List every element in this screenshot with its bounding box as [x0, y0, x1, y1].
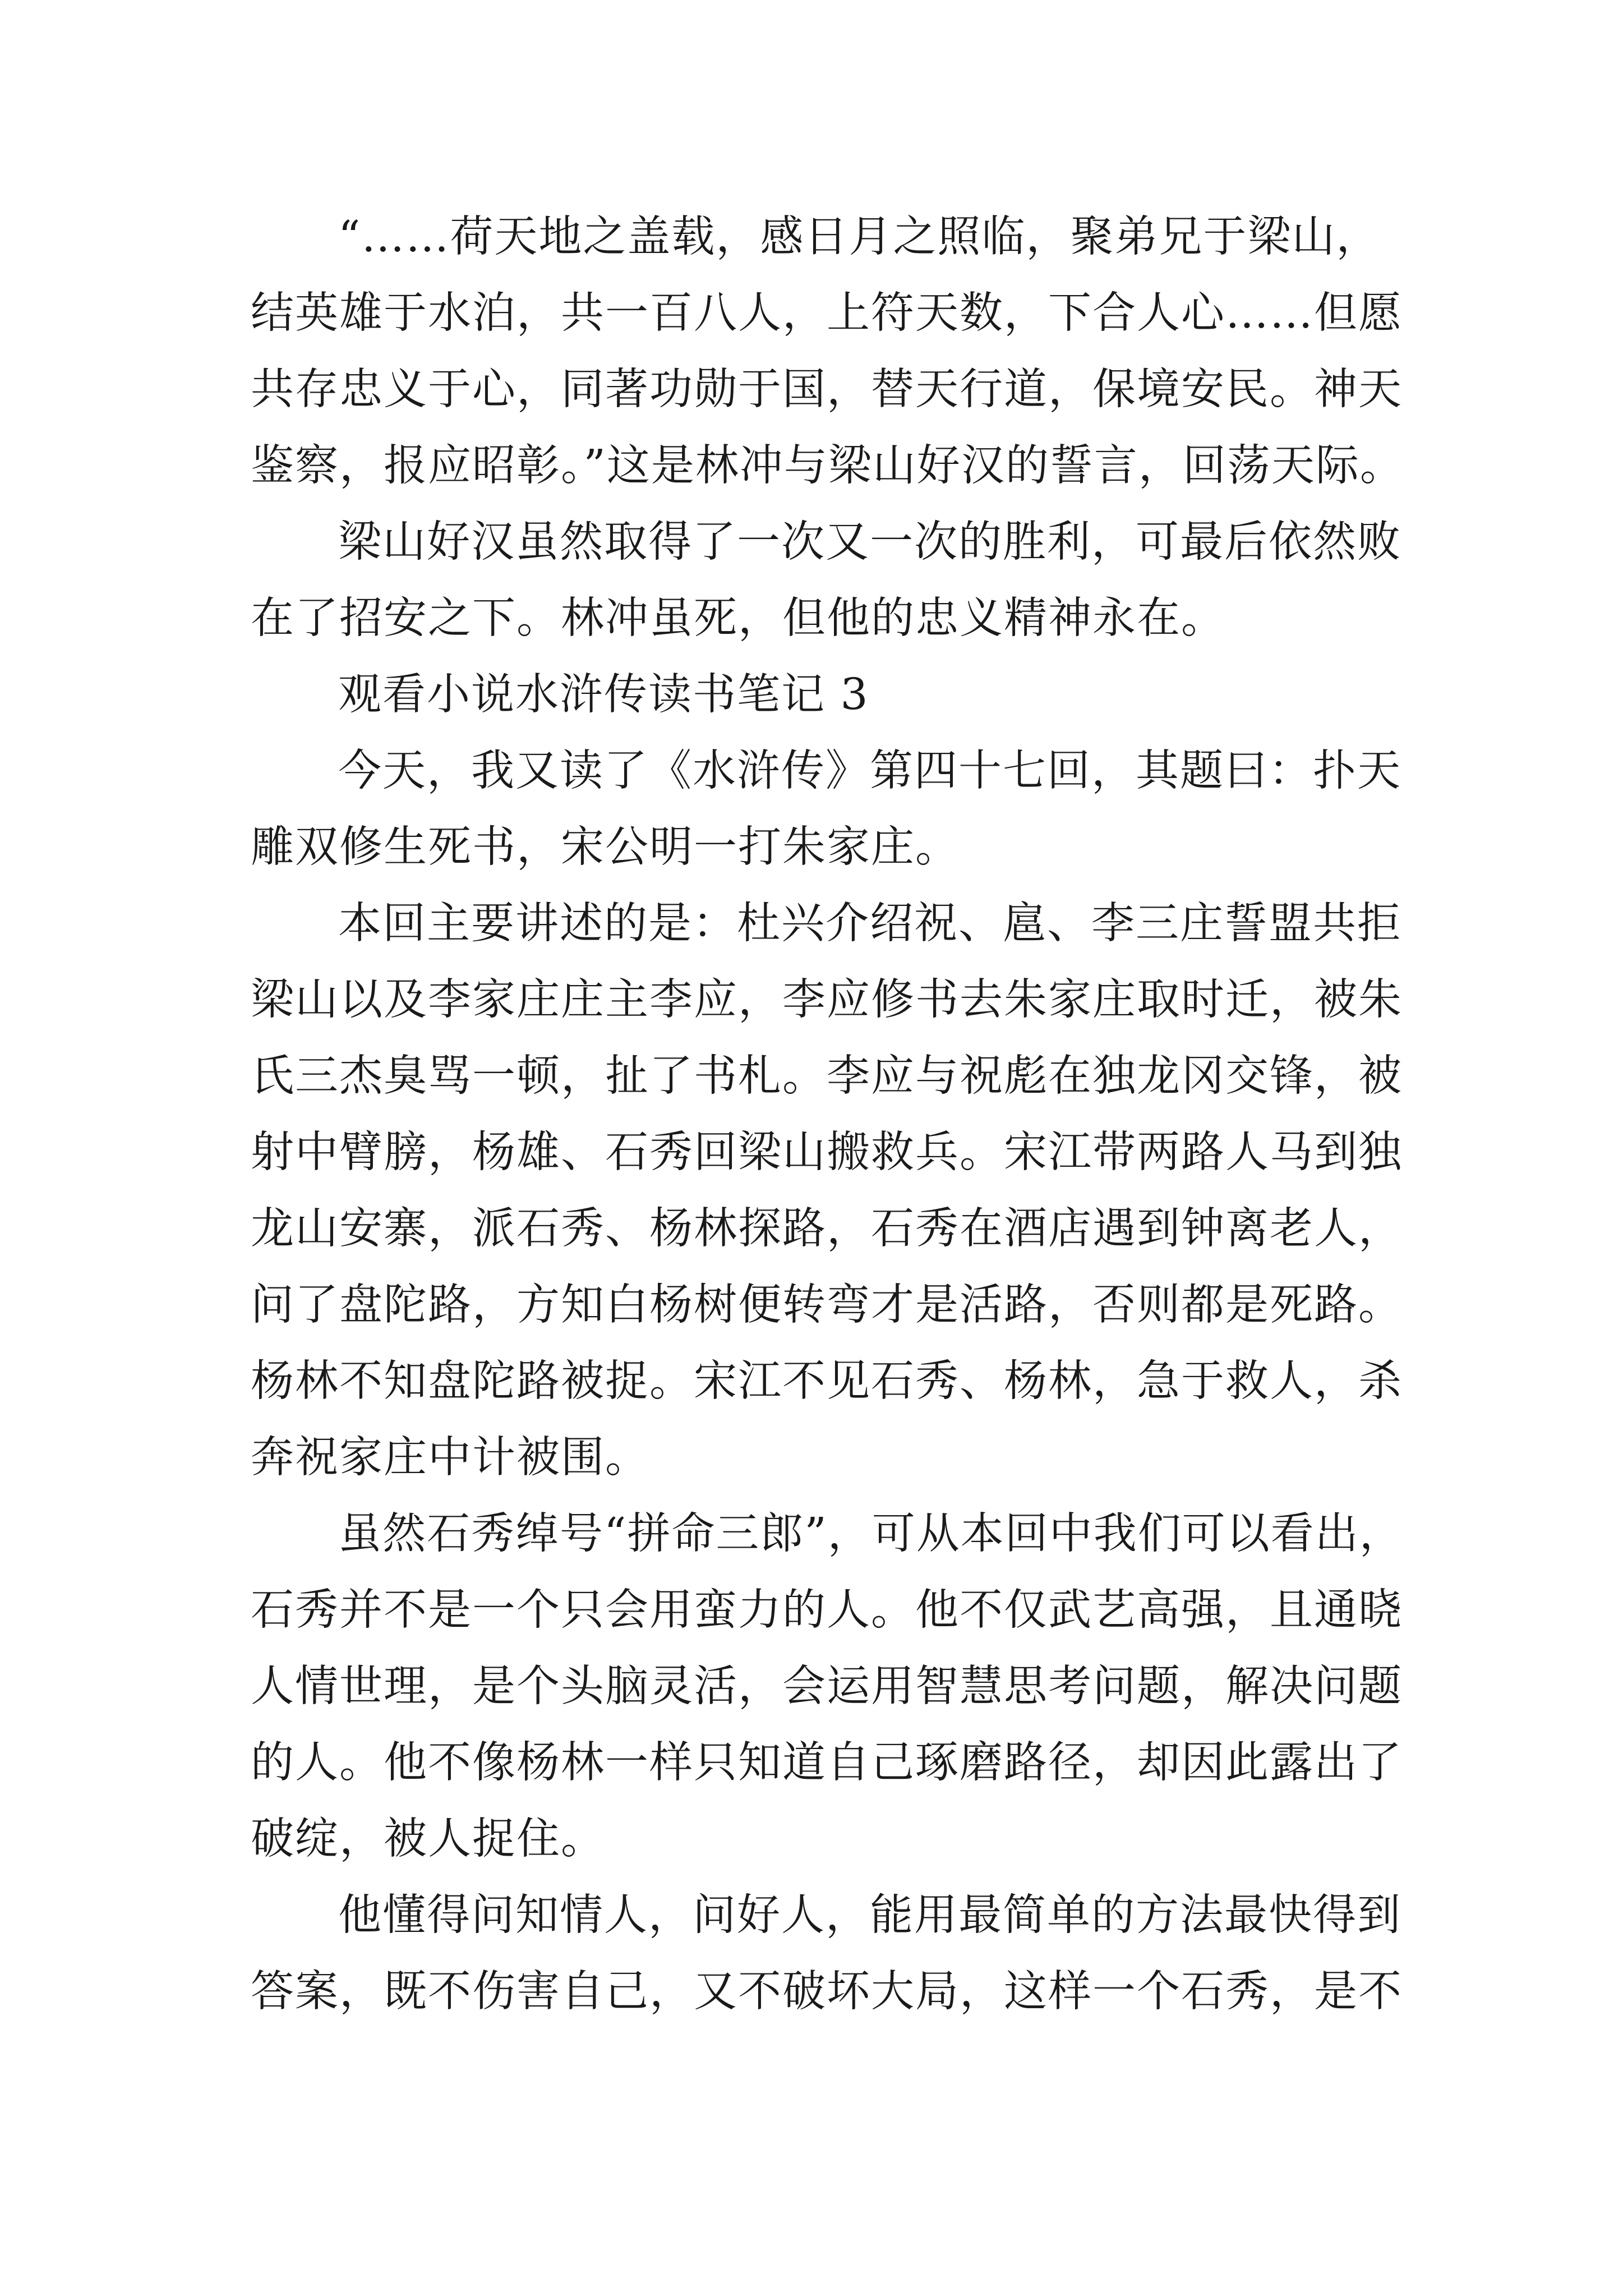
- text-line: 本回主要讲述的是：杜兴介绍祝、扈、李三庄誓盟共拒: [338, 899, 1401, 949]
- text-line: 鉴察，报应昭彰。”这是林冲与梁山好汉的誓言，回荡天际。: [251, 441, 1404, 491]
- text-line: 石秀并不是一个只会用蛮力的人。他不仅武艺高强，且通晓: [251, 1585, 1403, 1635]
- text-line: 共存忠义于心，同著功勋于国，替天行道，保境安民。神天: [251, 365, 1403, 415]
- text-line: 在了招安之下。林冲虽死，但他的忠义精神永在。: [251, 593, 1225, 643]
- text-line: 梁山以及李家庄庄主李应，李应修书去朱家庄取时迁，被朱: [251, 975, 1403, 1025]
- text-line: 今天，我又读了《水浒传》第四十七回，其题曰：扑天: [338, 746, 1401, 796]
- text-line: 他懂得问知情人，问好人，能用最简单的方法最快得到: [338, 1890, 1401, 1940]
- body-text: [251, 199, 1404, 2030]
- text-line: 虽然石秀绰号“拼命三郎”，可从本回中我们可以看出，: [338, 1509, 1404, 1559]
- text-line: 破绽，被人捉住。: [251, 1814, 605, 1864]
- text-line: 结英雄于水泊，共一百八人，上符天数，下合人心……但愿: [251, 288, 1403, 338]
- text-line: 杨林不知盘陀路被捉。宋江不见石秀、杨林，急于救人，杀: [251, 1356, 1403, 1406]
- text-line: 的人。他不像杨林一样只知道自己琢磨路径，却因此露出了: [251, 1738, 1403, 1788]
- text-line: 奔祝家庄中计被围。: [251, 1433, 649, 1483]
- text-line: 雕双修生死书，宋公明一打朱家庄。: [251, 822, 960, 872]
- text-line: 问了盘陀路，方知白杨树便转弯才是活路，否则都是死路。: [251, 1280, 1403, 1330]
- section-heading: 观看小说水浒传读书笔记 3: [338, 670, 869, 720]
- text-line: 答案，既不伤害自己，又不破坏大局，这样一个石秀，是不: [251, 1967, 1403, 2017]
- text-line: 射中臂膀，杨雄、石秀回梁山搬救兵。宋江带两路人马到独: [251, 1128, 1403, 1177]
- text-line: 龙山安寨，派石秀、杨林探路，石秀在酒店遇到钟离老人，: [251, 1204, 1403, 1254]
- text-line: 梁山好汉虽然取得了一次又一次的胜利，可最后依然败: [338, 517, 1401, 567]
- text-line: 氏三杰臭骂一顿，扯了书札。李应与祝彪在独龙冈交锋，被: [251, 1051, 1403, 1101]
- text-line: “……荷天地之盖载，感日月之照临，聚弟兄于梁山，: [338, 212, 1381, 262]
- text-line: 人情世理，是个头脑灵活，会运用智慧思考问题，解决问题: [251, 1662, 1403, 1711]
